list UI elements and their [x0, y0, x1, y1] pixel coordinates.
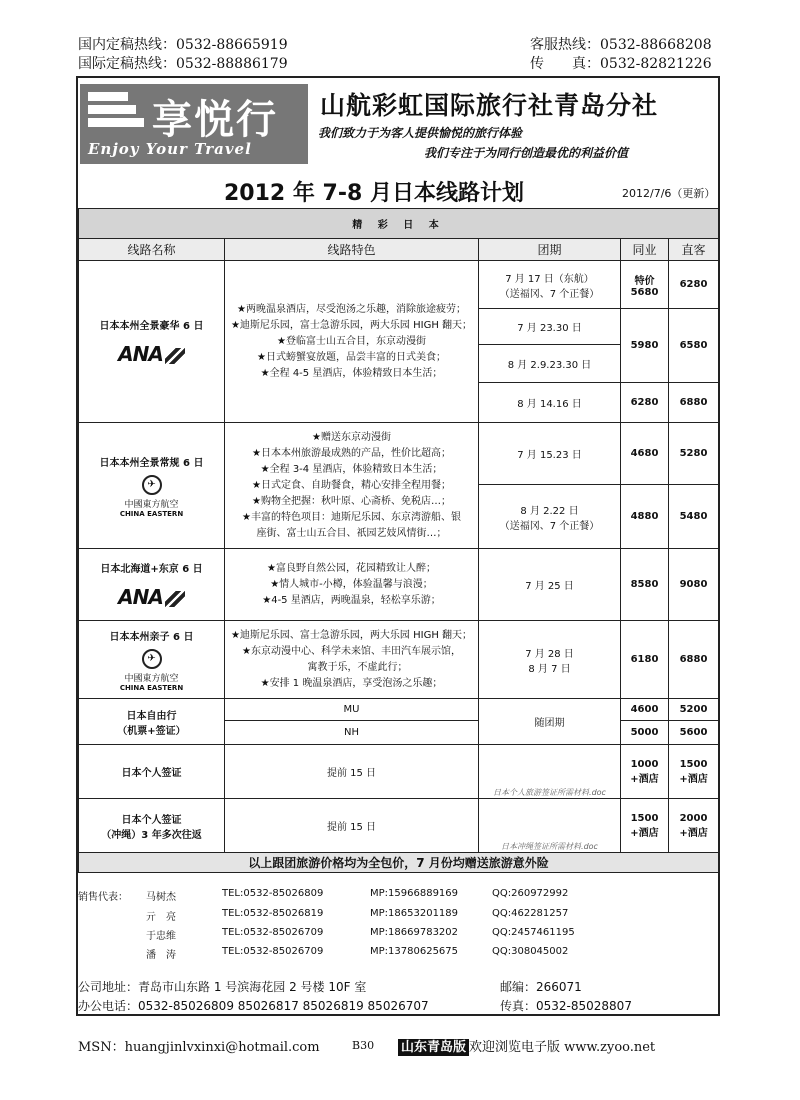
tour-date: 8 月 2.22 日 （送福冈、7 个正餐） — [479, 485, 621, 549]
table-row — [79, 621, 719, 699]
logo-text-en: Enjoy Your Travel — [88, 140, 252, 158]
direct-price: 1500 +酒店 — [669, 745, 719, 799]
plan-date: 2012/7/6（更新） — [622, 187, 716, 200]
visa-doc-link[interactable]: 日本冲绳签证所需材料.doc — [479, 799, 621, 853]
rep-qq: QQ:2457461195 — [492, 927, 575, 938]
direct-price: 2000 +酒店 — [669, 799, 719, 853]
sales-label: 销售代表： — [78, 892, 128, 903]
rep-mobile: MP:15966889169 — [370, 888, 459, 899]
route-cell — [79, 799, 225, 853]
visa-feature: 提前 15 日 — [225, 745, 479, 799]
rep-qq: QQ:260972992 — [492, 888, 569, 899]
trade-price: 1000 +酒店 — [621, 745, 669, 799]
china-eastern-logo-icon: ✈ 中國東方航空 CHINA EASTERN — [81, 475, 222, 518]
section-title: 精 彩 日 本 — [79, 209, 719, 239]
tour-date: 7 月 17 日（东航） （送福冈、7 个正餐） — [479, 261, 621, 309]
slogan-2: 我们专注于为同行创造最优的利益价值 — [424, 146, 629, 160]
service-hotline: 客服热线：0532-88668208 — [530, 37, 712, 53]
trade-price: 5980 — [621, 309, 669, 383]
route-features: ★两晚温泉酒店，尽受泡汤之乐趣，消除旅途疲劳； ★迪斯尼乐园，富士急游乐园，两大乐园 HIGH 翻天； ★登临富士山五合目，东京动漫街 ★日式螃蟹宴放题，品尝丰富的日式美食； ★全程 4-5 星酒店，体验精致日本生活； — [225, 261, 479, 423]
route-name: 日本个人签证 — [79, 745, 225, 799]
direct-price: 5200 — [669, 699, 719, 721]
tour-date: 8 月 14.16 日 — [479, 383, 621, 423]
route-name: 日本本州全景豪华 6 日 — [99, 321, 204, 332]
direct-price: 9080 — [669, 549, 719, 621]
rep-qq: QQ:308045002 — [492, 946, 569, 957]
rep-tel: TEL:0532-85026809 — [222, 888, 324, 899]
table-row — [79, 745, 719, 799]
route-name: 日本自由行 — [126, 710, 177, 722]
direct-price: 6880 — [669, 621, 719, 699]
visa-feature: 提前 15 日 — [225, 799, 479, 853]
rep-mobile: MP:13780625675 — [370, 946, 459, 957]
col-features: 线路特色 — [225, 239, 479, 261]
trade-price: 1500 +酒店 — [621, 799, 669, 853]
route-cell — [79, 699, 225, 745]
table-row — [79, 261, 719, 309]
route-features: ★赠送东京动漫街 ★日本本州旅游最成熟的产品，性价比超高； ★全程 3-4 星酒店，体验精致日本生活； ★日式定食、自助餐食，精心安排全程用餐； ★购物全把握：秋叶原、心斋桥、免税店…； ★丰富的特色项目：迪斯尼乐园、东京湾游船、银 座街、富士山五合目、祇园艺妓风情街…； — [225, 423, 479, 549]
direct-price: 6880 — [669, 383, 719, 423]
route-cell — [79, 621, 225, 699]
ana-logo-icon: ANA — [81, 585, 222, 609]
page-number: B30 — [352, 1039, 375, 1052]
table-row — [79, 699, 719, 721]
table-row — [79, 549, 719, 621]
trade-price: 4680 — [621, 423, 669, 485]
col-route-name: 线路名称 — [79, 239, 225, 261]
direct-price: 5600 — [669, 721, 719, 745]
table-row — [79, 423, 719, 485]
ana-logo-icon: ANA — [81, 342, 222, 366]
rep-name: 于忠维 — [146, 931, 176, 942]
edition-badge: 山东青岛版 — [398, 1039, 469, 1056]
trade-price: 6280 — [621, 383, 669, 423]
route-features: ★富良野自然公园，花园精致让人醉； ★情人城市-小樽，体验温馨与浪漫； ★4-5 星酒店，两晚温泉，轻松享乐游； — [225, 549, 479, 621]
website-link[interactable]: 欢迎浏览电子版 www.zyoo.net — [469, 1040, 656, 1055]
route-cell — [79, 261, 225, 423]
table-row — [79, 799, 719, 853]
rep-name: 亓 亮 — [146, 912, 176, 923]
trade-price: 5000 — [621, 721, 669, 745]
office-phone: 办公电话：0532-85026809 85026817 85026819 85026707 — [78, 999, 429, 1013]
office-postcode: 邮编：266071 — [500, 980, 582, 994]
route-name: 日本个人签证 — [121, 814, 182, 826]
plan-title: 2012 年 7-8 月日本线路计划 — [224, 181, 524, 206]
rep-tel: TEL:0532-85026709 — [222, 946, 324, 957]
edition-info — [398, 1036, 655, 1055]
rep-tel: TEL:0532-85026819 — [222, 908, 324, 919]
fax-line: 传 真：0532-82821226 — [530, 56, 712, 72]
option-label: MU — [225, 699, 479, 721]
route-cell — [79, 549, 225, 621]
direct-price: 5480 — [669, 485, 719, 549]
rep-name: 马树杰 — [146, 892, 176, 903]
visa-doc-link[interactable]: 日本个人旅游签证所需材料.doc — [479, 745, 621, 799]
tour-date: 7 月 25 日 — [479, 549, 621, 621]
trade-price: 4600 — [621, 699, 669, 721]
route-table — [78, 208, 719, 873]
option-label: NH — [225, 721, 479, 745]
tour-date: 7 月 23.30 日 — [479, 309, 621, 345]
tour-date: 7 月 28 日 8 月 7 日 — [479, 621, 621, 699]
rep-mobile: MP:18669783202 — [370, 927, 459, 938]
route-name: 日本北海道+东京 6 日 — [100, 564, 203, 575]
trade-price: 8580 — [621, 549, 669, 621]
trade-price: 4880 — [621, 485, 669, 549]
slogan-1: 我们致力于为客人提供愉悦的旅行体验 — [318, 126, 523, 140]
direct-price: 5280 — [669, 423, 719, 485]
rep-tel: TEL:0532-85026709 — [222, 927, 324, 938]
direct-price: 6580 — [669, 309, 719, 383]
route-cell — [79, 423, 225, 549]
col-trade-price: 同业 — [621, 239, 669, 261]
trade-price: 6180 — [621, 621, 669, 699]
route-name: 日本本州亲子 6 日 — [109, 631, 194, 643]
tour-date: 随团期 — [479, 699, 621, 745]
tour-date: 8 月 2.9.23.30 日 — [479, 345, 621, 383]
agency-name: 山航彩虹国际旅行社青岛分社 — [320, 91, 659, 120]
office-fax: 传真：0532-85028807 — [500, 999, 632, 1013]
rep-qq: QQ:462281257 — [492, 908, 569, 919]
rep-mobile: MP:18653201189 — [370, 908, 459, 919]
route-sub: （机票+签证） — [117, 725, 186, 737]
route-sub: （冲绳）3 年多次往返 — [101, 829, 202, 841]
direct-price: 6280 — [669, 261, 719, 309]
office-address: 公司地址：青岛市山东路 1 号滨海花园 2 号楼 10F 室 — [78, 980, 367, 994]
route-features: ★迪斯尼乐园、富士急游乐园，两大乐园 HIGH 翻天； ★东京动漫中心、科学未来馆、丰田汽车展示馆， 寓教于乐，不虚此行； ★安排 1 晚温泉酒店，享受泡汤之乐趣； — [225, 621, 479, 699]
msn-contact: MSN：huangjinlvxinxi@hotmail.com — [78, 1040, 320, 1055]
route-name: 日本本州全景常规 6 日 — [99, 457, 204, 469]
domestic-hotline: 国内定稿热线：0532-88665919 — [78, 37, 288, 53]
tour-date: 7 月 15.23 日 — [479, 423, 621, 485]
brand-logo — [80, 84, 308, 164]
logo-text-cn: 享悦行 — [152, 96, 278, 143]
china-eastern-logo-icon: ✈ 中國東方航空 CHINA EASTERN — [81, 649, 222, 692]
col-dates: 团期 — [479, 239, 621, 261]
rep-name: 潘 涛 — [146, 950, 176, 961]
intl-hotline: 国际定稿热线：0532-88886179 — [78, 56, 288, 72]
col-direct-price: 直客 — [669, 239, 719, 261]
price-footnote: 以上跟团旅游价格均为全包价，7 月份均赠送旅游意外险 — [79, 853, 719, 873]
trade-price: 特价 5680 — [621, 261, 669, 309]
